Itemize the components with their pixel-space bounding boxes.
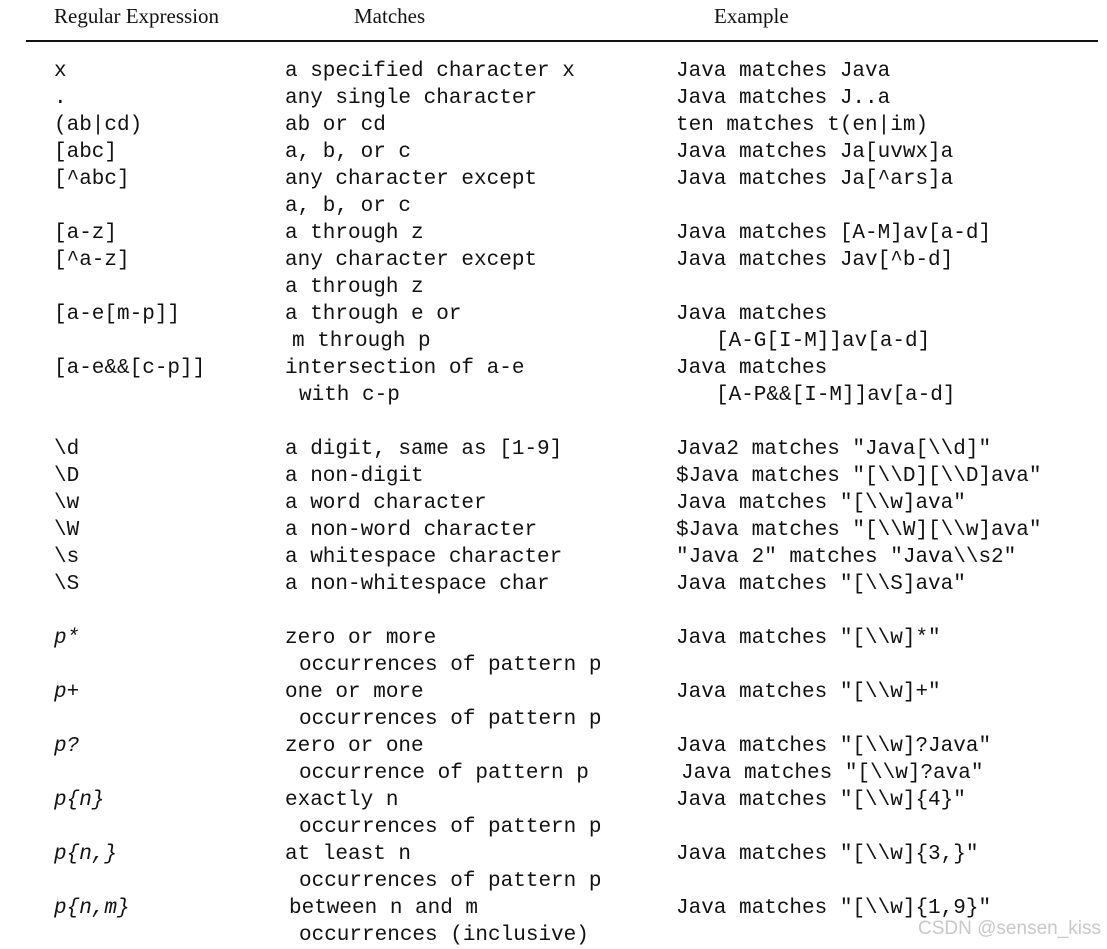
regex-cell: \s bbox=[54, 546, 80, 569]
matches-cell: a through e or bbox=[285, 303, 462, 326]
matches-cell: m through p bbox=[292, 330, 431, 353]
table-row bbox=[0, 436, 1107, 463]
regex-cell: \W bbox=[54, 519, 80, 542]
example-cell: Java2 matches "Java[\\d]" bbox=[676, 438, 992, 461]
regex-cell: . bbox=[54, 87, 67, 110]
example-cell: Java matches "[\\w]{1,9}" bbox=[676, 897, 992, 920]
example-cell: Java matches "[\\w]{4}" bbox=[676, 789, 966, 812]
matches-cell: a whitespace character bbox=[285, 546, 563, 569]
matches-cell: a non-digit bbox=[285, 465, 424, 488]
example-cell: Java matches "[\\w]ava" bbox=[676, 492, 966, 515]
matches-cell: zero or more bbox=[285, 627, 437, 650]
table-row bbox=[0, 463, 1107, 490]
regex-cell: \D bbox=[54, 465, 80, 488]
example-cell: Java matches bbox=[676, 303, 828, 326]
table-row bbox=[0, 112, 1107, 139]
table-row bbox=[0, 679, 1107, 706]
example-cell: "Java 2" matches "Java\\s2" bbox=[676, 546, 1017, 569]
table-row bbox=[0, 220, 1107, 247]
watermark: CSDN @sensen_kiss bbox=[918, 918, 1101, 939]
example-cell: ten matches t(en|im) bbox=[676, 114, 929, 137]
matches-cell: between n and m bbox=[289, 897, 479, 920]
table-row bbox=[0, 571, 1107, 598]
matches-cell: a non-whitespace char bbox=[285, 573, 550, 596]
matches-cell: exactly n bbox=[285, 789, 399, 812]
table-row bbox=[0, 706, 1107, 733]
header-matches: Matches bbox=[354, 4, 426, 28]
matches-cell: occurrence of pattern p bbox=[299, 762, 589, 785]
regex-cell: \d bbox=[54, 438, 80, 461]
table-row bbox=[0, 625, 1107, 652]
matches-cell: one or more bbox=[285, 681, 424, 704]
regex-cell: [^a-z] bbox=[54, 249, 130, 272]
example-cell: Java matches Ja[uvwx]a bbox=[676, 141, 954, 164]
matches-cell: a digit, same as [1-9] bbox=[285, 438, 563, 461]
regex-cell: p+ bbox=[54, 681, 80, 704]
matches-cell: intersection of a-e bbox=[285, 357, 525, 380]
example-cell: Java matches bbox=[676, 357, 828, 380]
example-cell: Java matches Ja[^ars]a bbox=[676, 168, 954, 191]
regex-cell: x bbox=[54, 60, 67, 83]
matches-cell: a, b, or c bbox=[285, 195, 412, 218]
matches-cell: a through z bbox=[285, 276, 424, 299]
regex-cell: p* bbox=[54, 627, 80, 650]
table-row bbox=[0, 58, 1107, 85]
matches-cell: with c-p bbox=[299, 384, 400, 407]
example-cell: Java matches "[\\w]+" bbox=[676, 681, 941, 704]
table-row bbox=[0, 85, 1107, 112]
example-cell: Java matches "[\\w]{3,}" bbox=[676, 843, 979, 866]
regex-cell: p? bbox=[54, 735, 80, 758]
table-row bbox=[0, 787, 1107, 814]
table-row bbox=[0, 274, 1107, 301]
example-cell: Java matches Java bbox=[676, 60, 891, 83]
matches-cell: occurrences of pattern p bbox=[299, 870, 602, 893]
matches-cell: a specified character x bbox=[285, 60, 575, 83]
example-cell: Java matches "[\\w]*" bbox=[676, 627, 941, 650]
matches-cell: occurrences of pattern p bbox=[299, 654, 602, 677]
matches-cell: any character except bbox=[285, 168, 538, 191]
example-cell: $Java matches "[\\W][\\w]ava" bbox=[676, 519, 1042, 542]
table-row bbox=[0, 328, 1107, 355]
section-spacer bbox=[0, 598, 1107, 625]
table-row bbox=[0, 382, 1107, 409]
matches-cell: a non-word character bbox=[285, 519, 538, 542]
regex-cell: \w bbox=[54, 492, 80, 515]
example-cell: [A-G[I-M]]av[a-d] bbox=[716, 330, 931, 353]
regex-cell: (ab|cd) bbox=[54, 114, 143, 137]
table-row bbox=[0, 814, 1107, 841]
header-regular-expression: Regular Expression bbox=[54, 4, 220, 28]
regex-cell: [abc] bbox=[54, 141, 118, 164]
regex-cell: [^abc] bbox=[54, 168, 130, 191]
matches-cell: zero or one bbox=[285, 735, 424, 758]
regex-cell: p{n} bbox=[54, 789, 105, 812]
example-cell: Java matches [A-M]av[a-d] bbox=[676, 222, 992, 245]
matches-cell: occurrences (inclusive) bbox=[299, 924, 589, 947]
header-example: Example bbox=[714, 4, 789, 28]
regex-cell: p{n,} bbox=[54, 843, 118, 866]
table-row bbox=[0, 139, 1107, 166]
table-row bbox=[0, 247, 1107, 274]
header-rule bbox=[26, 40, 1098, 42]
table-row bbox=[0, 760, 1107, 787]
regex-cell: p{n,m} bbox=[54, 897, 130, 920]
matches-cell: any character except bbox=[285, 249, 538, 272]
regex-cell: [a-e[m-p]] bbox=[54, 303, 181, 326]
matches-cell: occurrences of pattern p bbox=[299, 708, 602, 731]
table-body bbox=[0, 58, 1107, 949]
regex-cell: \S bbox=[54, 573, 80, 596]
example-cell: Java matches "[\\w]?ava" bbox=[681, 762, 984, 785]
example-cell: Java matches "[\\w]?Java" bbox=[676, 735, 992, 758]
table-row bbox=[0, 733, 1107, 760]
table-row bbox=[0, 868, 1107, 895]
table-row bbox=[0, 652, 1107, 679]
example-cell: Java matches Jav[^b-d] bbox=[676, 249, 954, 272]
table-row bbox=[0, 841, 1107, 868]
table-row bbox=[0, 193, 1107, 220]
matches-cell: any single character bbox=[285, 87, 538, 110]
matches-cell: a word character bbox=[285, 492, 487, 515]
table-row bbox=[0, 301, 1107, 328]
matches-cell: ab or cd bbox=[285, 114, 386, 137]
table-row bbox=[0, 544, 1107, 571]
example-cell: Java matches "[\\S]ava" bbox=[676, 573, 966, 596]
regex-cell: [a-z] bbox=[54, 222, 118, 245]
section-spacer bbox=[0, 409, 1107, 436]
example-cell: $Java matches "[\\D][\\D]ava" bbox=[676, 465, 1042, 488]
example-cell: Java matches J..a bbox=[676, 87, 891, 110]
example-cell: [A-P&&[I-M]]av[a-d] bbox=[716, 384, 956, 407]
regex-cell: [a-e&&[c-p]] bbox=[54, 357, 206, 380]
table-row bbox=[0, 517, 1107, 544]
table-row bbox=[0, 490, 1107, 517]
matches-cell: a, b, or c bbox=[285, 141, 412, 164]
table-row bbox=[0, 355, 1107, 382]
table-row bbox=[0, 166, 1107, 193]
matches-cell: occurrences of pattern p bbox=[299, 816, 602, 839]
matches-cell: a through z bbox=[285, 222, 424, 245]
matches-cell: at least n bbox=[285, 843, 412, 866]
